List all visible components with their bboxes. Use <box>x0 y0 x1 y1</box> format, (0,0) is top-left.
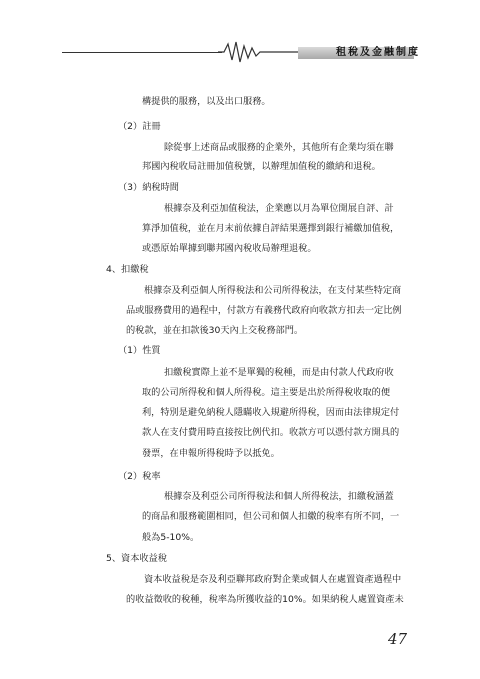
text-line: 資本收益稅是奈及利亞聯邦政府對企業或個人在處置資產過程中 <box>144 574 402 585</box>
text-line: 發票，在申報所得稅時予以抵免。 <box>142 448 280 459</box>
text-line: 或憑原始單據到聯邦國內稅收局辦理退稅。 <box>142 243 317 254</box>
header-rule <box>62 52 222 53</box>
subsection-heading: （3）納稅時間 <box>118 182 179 193</box>
text-line: 的商品和服務範圍相同，但公司和個人扣繳的稅率有所不同，一 <box>142 511 400 522</box>
page-number: 47 <box>388 630 408 648</box>
text-line: 邦國內稅收局註冊加值稅號，以辦理加值稅的繳納和退稅。 <box>142 161 381 172</box>
header-wave-ornament <box>218 38 298 66</box>
subsection-heading: （2）稅率 <box>118 471 161 482</box>
text-line: 根據奈及利亞加值稅法，企業應以月為單位開展自評、計 <box>164 203 394 214</box>
text-line: 利，特別是避免納稅人隱瞞收入規避所得稅，因而由法律規定付 <box>142 407 400 418</box>
text-line: 款人在支付費用時直接按比例代扣。收款方可以憑付款方開具的 <box>142 427 400 438</box>
text-line: 的收益徵收的稅種，稅率為所獲收益的10%。如果納稅人處置資產未 <box>126 594 404 605</box>
text-line: 的稅款，並在扣款後30天內上交稅務部門。 <box>126 325 304 336</box>
text-line: 品或服務費用的過程中，付款方有義務代政府向收款方扣去一定比例 <box>126 305 402 316</box>
running-header-title: 租稅及金融制度 <box>336 47 420 58</box>
text-line: 根據奈及利亞公司所得稅法和個人所得稅法，扣繳稅涵蓋 <box>164 491 394 502</box>
text-line: 構提供的服務，以及出口服務。 <box>142 96 271 107</box>
text-line: 根據奈及利亞個人所得稅法和公司所得稅法，在支付某些特定商 <box>144 285 402 296</box>
subsection-heading: （1）性質 <box>118 345 161 356</box>
text-line: 取的公司所得稅和個人所得稅。這主要是出於所得稅收取的便 <box>142 387 391 398</box>
section-heading: 4、扣繳稅 <box>106 264 149 275</box>
subsection-heading: （2）註冊 <box>118 121 161 132</box>
text-line: 般為5-10%。 <box>142 532 200 543</box>
text-line: 扣繳稅實際上並不是單獨的稅種，而是由付款人代政府收 <box>164 367 394 378</box>
text-line: 算淨加值稅，並在月末前依據自評結果選擇到銀行補繳加值稅， <box>142 223 400 234</box>
text-line: 除從事上述商品或服務的企業外，其他所有企業均須在聯 <box>164 142 394 153</box>
section-heading: 5、資本收益稅 <box>106 553 167 564</box>
